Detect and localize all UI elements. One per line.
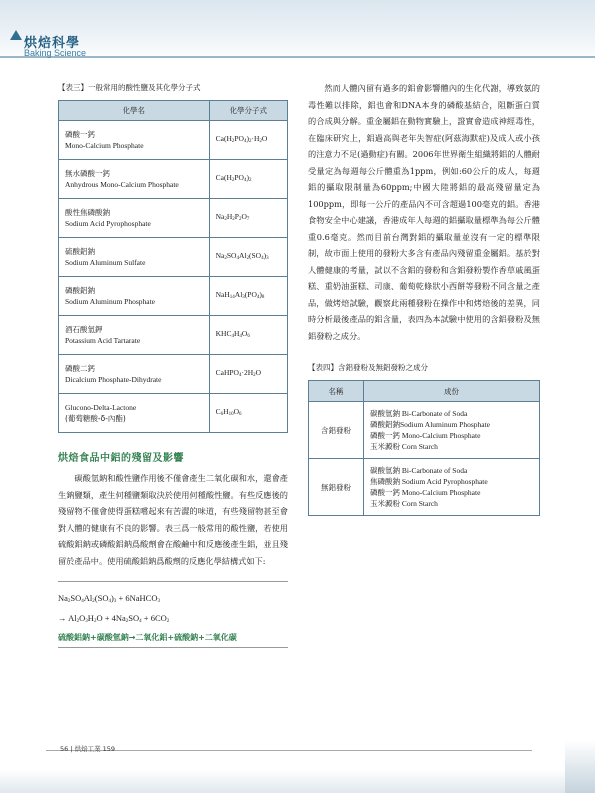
ingredient-list xyxy=(364,402,540,459)
chem-name-en: Sodium Acid Pyrophosphate xyxy=(65,219,151,228)
table3-row xyxy=(59,160,288,199)
footer-band xyxy=(0,770,595,793)
header-stripe xyxy=(0,56,595,58)
table3-row xyxy=(59,355,288,394)
chem-name-zh: 酒石酸氫鉀 xyxy=(65,325,103,334)
table3-name-cell xyxy=(59,238,210,277)
chem-name-zh: 磷酸二鈣 xyxy=(65,364,95,373)
table3-row xyxy=(59,316,288,355)
table3-formula-cell: $NaH_{14}Al_3(PO_4)_8$ xyxy=(209,277,287,316)
chem-name-zh: 磷酸鋁鈉 xyxy=(65,286,95,295)
equation-line-1: $Na_2SO_4Al_2(SO_4)_3$ + 6NaHCO$_3$ xyxy=(58,593,160,604)
table3-body xyxy=(59,121,288,433)
table3-row xyxy=(59,394,288,433)
section-paragraph: 碳酸氫鈉和酸性鹽作用後不僅會產生二氧化碳和水，還會產生鈉鹽類，產生何種鹽類取決於使用何種酸性鹽。有些反應後的殘留物不僅會使得蛋糕嚐起來有苦澀的味道，有些殘留物甚至會對人體的健康有不良的影響。表三爲一般常用的酸性鹽，若使用硫酸鋁鈉或磷酸鋁鈉爲酸劑會在酸鹼中和反應後產生鋁，並且殘留於產品中。使用硫酸鋁鈉爲酸劑的反應化學結構式如下: xyxy=(58,473,288,566)
table3-formula-cell: $Na_2SO_4Al_2(SO_4)_3$ xyxy=(209,238,287,277)
table3-formula-cell: $CaHPO_4\cdot 2H_2O$ xyxy=(209,355,287,394)
table3-header-name: 化學名 xyxy=(59,101,210,121)
footer-tab xyxy=(565,740,595,793)
table3-name-cell xyxy=(59,394,210,433)
powder-name: 無鋁發粉 xyxy=(309,459,364,516)
table3-formula-cell: $C_6H_{10}O_6$ xyxy=(209,394,287,433)
section-heading: 烘焙食品中鋁的殘留及影響 xyxy=(58,453,184,464)
chem-name-en: Potassium Acid Tartarate xyxy=(65,336,141,345)
table3-row xyxy=(59,199,288,238)
right-paragraph: 然而人體內留有過多的鋁會影響體內的生化代謝，導致氨的毒性難以排除，鋁也會和DNA本身的磷酸基結合，阻斷蛋白質的合成與分解。重金屬鋁在動物實驗上，證實會造成神經毒性，在臨床研究上，鋁過高與老年失智症(阿茲海默症)及成人或小孩的注意力不足(過動症)有關。2006年世界衛生組織將鋁的人體耐受量定為每週每公斤體重為1ppm，例如:60公斤的成人，每週鋁的攝取限制量為60ppm;中國大陸將鋁的最高殘留量定為100ppm，即每一公斤的產品內不可含超過100毫克的鋁。香港食物安全中心建議，香港成年人每週的鋁攝取量標準為每公斤體重0.6毫克。然而目前台灣對鋁的攝取量並沒有一定的標準限制，故市面上使用的發粉大多含有產品內殘留重金屬鋁。基於對人體健康的考量，試以不含鋁的發粉和含鋁發粉製作香草戚風蛋糕、重奶油蛋糕、司康、葡萄乾條狀小西餅等發粉不同含量之產品，做烤焙試驗，觀察此兩種發粉在操作中和烤焙後的差異，同時分析最後產品的鋁含量，表四為本試驗中使用的含鋁發粉及無鋁發粉之成分。 xyxy=(308,83,540,341)
column-title: 烘焙科學 xyxy=(24,36,81,51)
table3-formula-cell: $Ca(H_2PO_4)_2$ xyxy=(209,160,287,199)
chem-name-en: Sodium Aluminum Sulfate xyxy=(65,258,146,267)
left-column xyxy=(58,80,288,648)
table4 xyxy=(308,380,540,516)
equation-box xyxy=(58,581,288,648)
table3-formula-cell: $Ca(H_2PO_4)_2\cdot H_2O$ xyxy=(209,121,287,160)
chem-name-en: Glucono-Delta-Lactone xyxy=(65,403,137,412)
table4-row xyxy=(309,402,540,459)
equation-words: 硫酸鋁鈉+碳酸氫鈉→二氧化鋁+硫酸鈉+二氧化碳 xyxy=(58,632,288,648)
table4-caption: 【表四】含鋁發粉及無鋁發粉之成分 xyxy=(308,363,428,372)
ingredient-item: 焦磷酸鈉 Sodium Acid Pyrophosphate xyxy=(370,477,488,486)
table3-name-cell xyxy=(59,199,210,238)
table3-name-cell xyxy=(59,121,210,160)
page-number: 56 | 烘焙工業 159 xyxy=(60,745,116,753)
equation-line-2: → $Al_2O_3H_2O + 4Na_2SO_4 + 6CO_2$ xyxy=(58,613,170,624)
ingredient-item: 玉米澱粉 Corn Starch xyxy=(370,499,438,508)
ingredient-item: 磷酸一鈣 Mono-Calcium Phosphate xyxy=(370,488,481,497)
chem-name-zh: (葡萄糖酸-δ-內酯) xyxy=(65,414,126,423)
table3-name-cell xyxy=(59,277,210,316)
chem-name-zh: 無水磷酸一鈣 xyxy=(65,169,110,178)
chem-name-zh: 硫酸鋁鈉 xyxy=(65,247,95,256)
footer-rule xyxy=(46,750,532,751)
ingredient-list xyxy=(364,459,540,516)
table3-row xyxy=(59,277,288,316)
table4-body xyxy=(309,402,540,516)
table3-formula-cell: $KHC_4H_4O_6$ xyxy=(209,316,287,355)
table4-row xyxy=(309,459,540,516)
header-band xyxy=(0,0,595,62)
table4-header-ingredient: 成份 xyxy=(364,381,540,402)
ingredient-item: 玉米澱粉 Corn Starch xyxy=(370,442,438,451)
ingredient-item: 碳酸氫鈉 Bi-Carbonate of Soda xyxy=(370,409,468,418)
page-footer xyxy=(0,740,595,793)
table3-row xyxy=(59,238,288,277)
table3 xyxy=(58,100,288,433)
column-subtitle: Baking Science xyxy=(24,48,87,58)
right-column xyxy=(308,80,540,516)
table3-name-cell xyxy=(59,160,210,199)
chem-name-en: Anhydrous Mono-Calcium Phosphate xyxy=(65,180,179,189)
table4-header-name: 名稱 xyxy=(309,381,364,402)
table3-name-cell xyxy=(59,316,210,355)
chem-name-en: Dicalcium Phosphate-Dihydrate xyxy=(65,375,162,384)
ingredient-item: 磷酸一鈣 Mono-Calcium Phosphate xyxy=(370,431,481,440)
chem-name-zh: 磷酸一鈣 xyxy=(65,130,95,139)
chem-name-zh: 酸性焦磷酸鈉 xyxy=(65,208,110,217)
table3-header-formula: 化學分子式 xyxy=(209,101,287,121)
page-header xyxy=(0,0,595,72)
section-mark-icon xyxy=(10,30,20,44)
powder-name: 含鋁發粉 xyxy=(309,402,364,459)
ingredient-item: 磷酸鋁鈉Sodium Aluminum Phosphate xyxy=(370,420,491,429)
chem-name-en: Sodium Aluminum Phosphate xyxy=(65,297,156,306)
table3-formula-cell: $Na_2H_2P_2O_7$ xyxy=(209,199,287,238)
chem-name-en: Mono-Calcium Phosphate xyxy=(65,141,144,150)
table3-caption: 【表三】一般常用的酸性鹽及其化學分子式 xyxy=(58,83,201,92)
ingredient-item: 碳酸氫鈉 Bi-Carbonate of Soda xyxy=(370,466,468,475)
table3-name-cell xyxy=(59,355,210,394)
table3-row xyxy=(59,121,288,160)
